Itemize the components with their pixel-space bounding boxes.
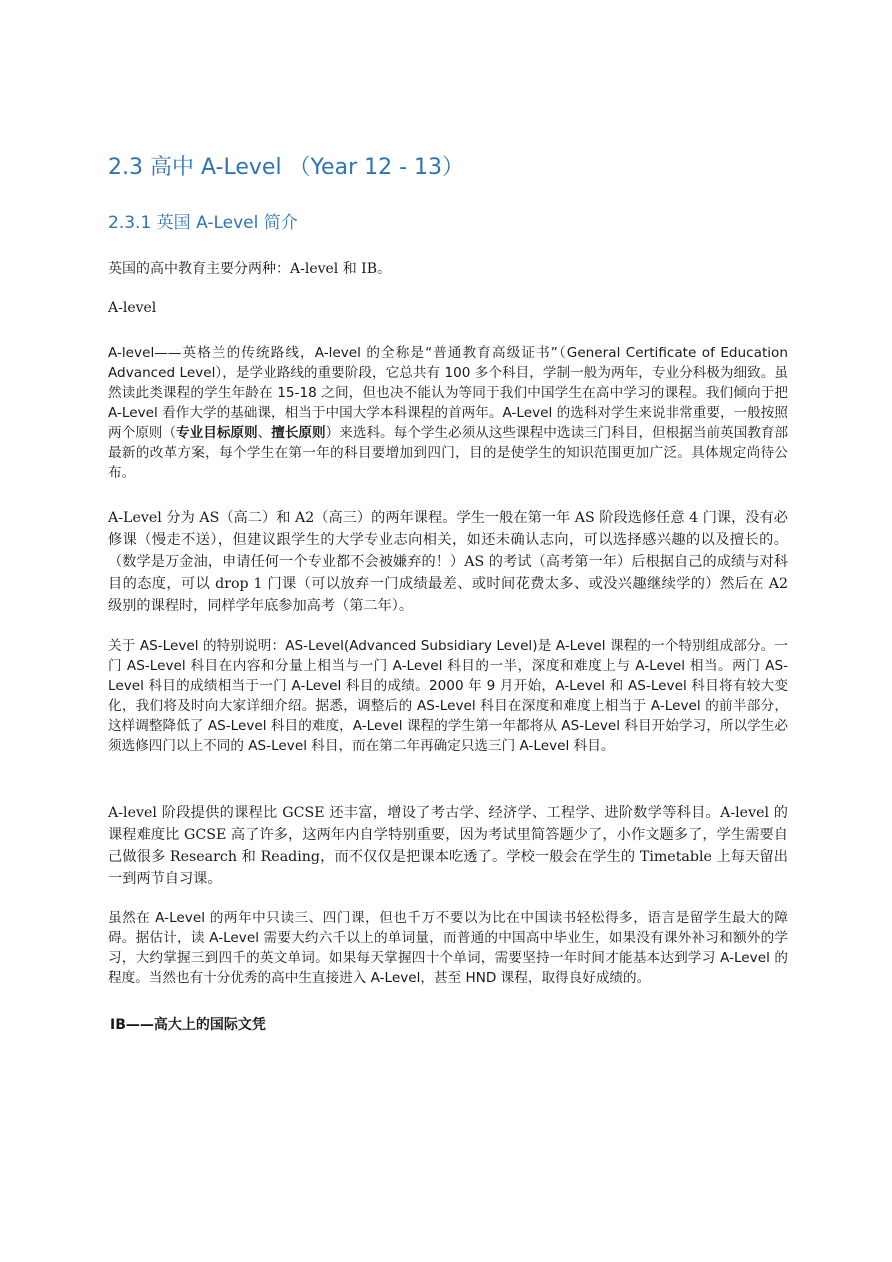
para1-text-a: A-level——英格兰的传统路线，A-level 的全称是“普通教育高级证书”（General Certificate of Education Advanced Level），是学业路线的重要阶段，它总共有 100 多个科目，学制一般为两年，专业分科极为细致。虽然读此类课程的学生年龄在 15-18 之间，但也决不能认为等同于我们中国学生在高中学习的课程。我们倾向于把 A-Level 看作大学的基础课，相当于中国大学本科课程的首两年。A-Level 的选科对学生来说非常重要，一般按照两个原则（: [108, 345, 788, 441]
alevel-label: A-level: [108, 300, 157, 316]
as-level-note-paragraph: 关于 AS-Level 的特别说明：AS-Level(Advanced Subsidiary Level)是 A-Level 课程的一个特别组成部分。一门 AS-Level 科目在内容和分量上相当与一门 A-Level 科目的一半，深度和难度上与 A-Level 相当。两门 AS-Level 科目的成绩相当于一门 A-Level 科目的成绩。2000 年 9 月开始，A-Level 和 AS-Level 科目将有较大变化，我们将及时向大家详细介绍。据悉，调整后的 AS-Level 科目在深度和难度上相当于 A-Level 的前半部分，这样调整降低了 AS-Level 科目的难度，A-Level 课程的学生第一年都将从 AS-Level 科目开始学习，所以学生必须选修四门以上不同的 AS-Level 科目，而在第二年再确定只选三门 A-Level 科目。: [108, 638, 788, 754]
para1-separator: 、: [257, 425, 272, 441]
ib-heading: IB——高大上的国际文凭: [110, 1017, 266, 1033]
subsection-heading: 2.3.1 英国 A-Level 简介: [108, 213, 298, 233]
principle-major-goal: 专业目标原则: [176, 425, 258, 441]
section-heading: 2.3 高中 A-Level （Year 12 - 13）: [108, 155, 465, 180]
as-a2-paragraph: A-Level 分为 AS（高二）和 A2（高三）的两年课程。学生一般在第一年 AS 阶段选修任意 4 门课，没有必修课（慢走不送），但建议跟学生的大学专业志向相关，如还未确认志向，可以选择感兴趣的以及擅长的。（数学是万金油，申请任何一个专业都不会被嫌弃的！）AS 的考试（高考第一年）后根据自己的成绩与对科目的态度，可以 drop 1 门课（可以放弃一门成绩最差、或时间花费太多、或没兴趣继续学的）然后在 A2 级别的课程时，同样学年底参加高考（第二年）。: [108, 510, 788, 614]
para1-text-b: ）来选科。每个学生必须从这些课程中选读三门科目，但根据当前英国教育部最新的改革方案，每个学生在第一年的科目要增加到四门，目的是使学生的知识范围更加广泛。具体规定尚待公布。: [108, 425, 789, 481]
intro-paragraph: 英国的高中教育主要分两种：A-level 和 IB。: [108, 261, 391, 277]
courses-paragraph: A-level 阶段提供的课程比 GCSE 还丰富，增设了考古学、经济学、工程学、进阶数学等科目。A-level 的课程难度比 GCSE 高了许多，这两年内自学特别重要，因为考试里简答题少了，小作文题多了，学生需要自己做很多 Research 和 Reading，而不仅仅是把课本吃透了。学校一般会在学生的 Timetable 上每天留出一到两节自习课。: [108, 805, 788, 887]
language-paragraph: 虽然在 A-Level 的两年中只读三、四门课，但也千万不要以为比在中国读书轻松得多，语言是留学生最大的障碍。据估计，读 A-Level 需要大约六千以上的单词量，而普通的中国高中毕业生，如果没有课外补习和额外的学习，大约掌握三到四千的英文单词。如果每天掌握四十个单词，需要坚持一年时间才能基本达到学习 A-Level 的程度。当然也有十分优秀的高中生直接进入 A-Level，甚至 HND 课程，取得良好成绩的。: [108, 910, 788, 986]
principle-strength: 擅长原则: [271, 425, 326, 441]
alevel-description-paragraph: [108, 343, 788, 483]
